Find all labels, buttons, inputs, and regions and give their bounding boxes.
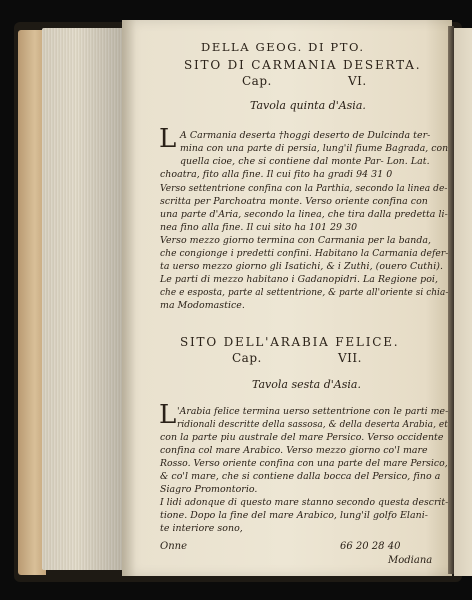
text-line: Verso settentrione confina con la Parthia, secondo la linea de- — [160, 183, 448, 194]
drop-cap: L — [159, 124, 177, 154]
text-line: 'Arabia felice termina uerso settentrione con le parti me- — [177, 406, 449, 417]
text-line: & co'l mare, che si contiene dalla bocca del Persico, fino a — [160, 471, 441, 482]
text-line: con la parte piu australe del mare Persico. Verso occidente — [160, 432, 444, 443]
text-line: nea fino alla fine. Il cui sito ha 101 29 30 — [160, 222, 358, 233]
text-line: Rosso. Verso oriente confina con una parte del mare Persico, — [160, 458, 448, 469]
text-line: quella cioe, che si contiene dal monte Par- Lon. Lat. — [180, 156, 430, 167]
chapter-number: VI. — [348, 74, 367, 88]
text-line: Siagro Promontorio. — [160, 484, 258, 495]
text-line: ta uerso mezzo giorno gli Isatichi, & i Zuthi, (ouero Cuthi). — [160, 261, 443, 272]
chapter-label: Cap. — [232, 351, 262, 365]
text-line: scritta per Parchoatra monte. Verso oriente confina con — [160, 196, 428, 207]
text-line: mina con una parte di persia, lung'il fiume Bagrada, con — [180, 143, 449, 154]
section-title: SITO DELL'ARABIA FELICE. — [180, 335, 400, 349]
facing-page-edge — [454, 28, 472, 576]
text-line: che e esposta, parte al settentrione, & parte all'oriente si chia- — [160, 287, 449, 298]
text-line: che congionge i predetti confini. Habitano la Carmania defer- — [160, 248, 449, 259]
catchword-left: Onne — [160, 541, 187, 552]
chapter-number: VII. — [338, 351, 362, 365]
text-line: una parte d'Aria, secondo la linea, che tira dalla predetta li- — [160, 209, 448, 220]
text-line: I lidi adonque di questo mare stanno secondo questa descrit- — [160, 497, 449, 508]
text-line: Verso mezzo giorno termina con Carmania per la banda, — [160, 235, 432, 246]
section-title: SITO DI CARMANIA DESERTA. — [184, 58, 422, 72]
text-line: te interiore sono, — [160, 523, 243, 534]
text-line: Le parti di mezzo habitano i Gadanopidri. La Regione poi, — [160, 274, 438, 285]
text-line: confina col mare Arabico. Verso mezzo giorno co'l mare — [160, 445, 428, 456]
text-line: A Carmania deserta †hoggi deserto de Dulcinda ter- — [180, 130, 431, 141]
text-line: ridionali descritte della sassosa, & della deserta Arabia, et — [177, 419, 448, 430]
tavola-caption: Tavola sesta d'Asia. — [252, 378, 361, 391]
running-head: DELLA GEOG. DI PTO. — [201, 40, 365, 54]
drop-cap: L — [159, 400, 177, 430]
chapter-label: Cap. — [242, 74, 272, 88]
catchword-right: Modiana — [388, 555, 433, 566]
text-line: tione. Dopo la fine del mare Arabico, lung'il golfo Elani- — [160, 510, 428, 521]
page-stack-edge — [42, 28, 128, 570]
text-line: ma Modomastice. — [160, 300, 245, 311]
coordinate-numbers: 66 20 28 40 — [340, 541, 401, 552]
text-line: choatra, fito alla fine. Il cui fito ha gradi 94 31 0 — [160, 169, 393, 180]
tavola-caption: Tavola quinta d'Asia. — [250, 99, 366, 112]
